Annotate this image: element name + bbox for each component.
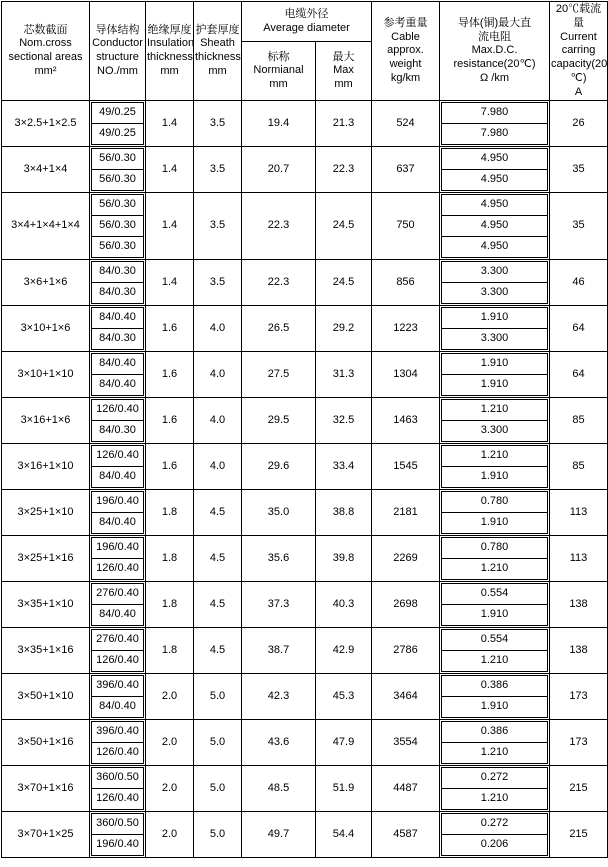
cell-conductor-value: 196/0.40 <box>92 835 144 856</box>
cell-conductor-value: 396/0.40 <box>92 676 144 697</box>
table-row <box>2 812 608 858</box>
cell-spec: 3×50+1×16 <box>2 720 90 766</box>
cell-insulation: 1.8 <box>146 628 194 674</box>
table-row <box>2 398 608 444</box>
cell-max-diameter: 31.3 <box>316 352 372 398</box>
header-line: weight <box>389 58 422 70</box>
header-line: 标称 <box>267 50 290 63</box>
table-body <box>2 101 608 858</box>
cell-current-capacity: 35 <box>550 193 608 260</box>
cell-resistance <box>440 101 550 147</box>
cell-current-capacity: 113 <box>550 536 608 582</box>
cell-conductor-value: 49/0.25 <box>92 103 144 124</box>
header-cell-conductor <box>90 2 146 101</box>
cell-conductor-value: 56/0.30 <box>92 237 144 258</box>
cell-resistance-value: 0.554 <box>442 584 548 605</box>
header-cell-resistance <box>440 2 550 101</box>
cell-resistance <box>440 398 550 444</box>
cell-nominal-diameter: 35.6 <box>242 536 316 582</box>
cell-conductor-value: 126/0.40 <box>92 400 144 421</box>
cell-weight: 1304 <box>372 352 440 398</box>
cell-max-diameter: 32.5 <box>316 398 372 444</box>
cell-conductor-value: 360/0.50 <box>92 814 144 835</box>
cell-conductor <box>90 490 146 536</box>
cell-insulation: 2.0 <box>146 674 194 720</box>
cell-resistance <box>440 260 550 306</box>
cell-conductor-value: 126/0.40 <box>92 559 144 580</box>
cell-weight: 2786 <box>372 628 440 674</box>
header-line: Insulation <box>147 37 195 50</box>
cell-nominal-diameter: 22.3 <box>242 193 316 260</box>
cell-max-diameter: 21.3 <box>316 101 372 147</box>
header-row-group <box>2 2 608 42</box>
cell-resistance <box>440 490 550 536</box>
cell-sheath: 3.5 <box>194 101 242 147</box>
cell-spec: 3×25+1×10 <box>2 490 90 536</box>
cell-nominal-diameter: 42.3 <box>242 674 316 720</box>
cell-weight: 3554 <box>372 720 440 766</box>
cell-weight: 1545 <box>372 444 440 490</box>
cell-conductor-value: 126/0.40 <box>92 446 144 467</box>
cell-insulation: 1.8 <box>146 490 194 536</box>
cell-resistance-value: 7.980 <box>442 103 548 124</box>
cell-nominal-diameter: 49.7 <box>242 812 316 858</box>
cell-insulation: 2.0 <box>146 812 194 858</box>
header-line: thickness <box>147 51 193 64</box>
cell-sheath: 4.5 <box>194 628 242 674</box>
cell-nominal-diameter: 27.5 <box>242 352 316 398</box>
cell-resistance <box>440 147 550 193</box>
cell-resistance <box>440 674 550 720</box>
cell-spec: 3×70+1×16 <box>2 766 90 812</box>
cell-current-capacity: 85 <box>550 398 608 444</box>
cell-resistance-value: 1.910 <box>442 513 548 534</box>
cell-conductor <box>90 536 146 582</box>
cell-conductor <box>90 766 146 812</box>
header-cell-current-capacity <box>550 2 608 101</box>
header-line: 绝缘厚度 <box>147 23 192 36</box>
table-row <box>2 260 608 306</box>
header-cell-spec <box>2 2 90 101</box>
header-cell-nominal-diameter <box>242 42 316 101</box>
cell-nominal-diameter: 43.6 <box>242 720 316 766</box>
cell-conductor <box>90 398 146 444</box>
cell-insulation: 1.4 <box>146 101 194 147</box>
cell-current-capacity: 64 <box>550 352 608 398</box>
cell-current-capacity: 113 <box>550 490 608 536</box>
cell-spec: 3×6+1×6 <box>2 260 90 306</box>
cell-weight: 524 <box>372 101 440 147</box>
cell-conductor-value: 56/0.30 <box>92 216 144 237</box>
cell-resistance-value: 4.950 <box>442 216 548 237</box>
cell-resistance-value: 3.300 <box>442 421 548 442</box>
cell-resistance-value: 3.300 <box>442 262 548 283</box>
cell-weight: 856 <box>372 260 440 306</box>
cell-insulation: 1.6 <box>146 352 194 398</box>
cell-resistance-value: 0.554 <box>442 630 548 651</box>
cell-resistance-value: 1.210 <box>442 446 548 467</box>
cell-conductor-value: 84/0.40 <box>92 354 144 375</box>
cell-weight: 2269 <box>372 536 440 582</box>
cell-conductor-value: 84/0.30 <box>92 283 144 304</box>
cell-sheath: 4.5 <box>194 582 242 628</box>
cell-resistance <box>440 193 550 260</box>
cell-spec: 3×10+1×10 <box>2 352 90 398</box>
cell-conductor <box>90 352 146 398</box>
table-row <box>2 193 608 260</box>
cell-conductor-value: 396/0.40 <box>92 722 144 743</box>
cell-conductor-value: 196/0.40 <box>92 492 144 513</box>
cell-resistance-value: 4.950 <box>442 195 548 216</box>
table-header <box>2 2 608 101</box>
cell-sheath: 5.0 <box>194 812 242 858</box>
cell-nominal-diameter: 38.7 <box>242 628 316 674</box>
cable-specification-table <box>1 1 608 858</box>
cell-resistance <box>440 812 550 858</box>
cell-conductor-value: 56/0.30 <box>92 170 144 191</box>
cell-resistance-value: 1.910 <box>442 697 548 718</box>
cell-spec: 3×4+1×4 <box>2 147 90 193</box>
cell-insulation: 1.8 <box>146 536 194 582</box>
header-line: 导体(铜)最大直 <box>457 16 532 29</box>
cell-conductor-value: 84/0.40 <box>92 375 144 396</box>
cell-spec: 3×50+1×10 <box>2 674 90 720</box>
header-cell-max-diameter <box>316 42 372 101</box>
cell-resistance-value: 0.780 <box>442 538 548 559</box>
cell-current-capacity: 138 <box>550 582 608 628</box>
cell-current-capacity: 215 <box>550 766 608 812</box>
table-row <box>2 306 608 352</box>
cell-sheath: 3.5 <box>194 260 242 306</box>
cell-sheath: 4.0 <box>194 398 242 444</box>
cell-current-capacity: 173 <box>550 674 608 720</box>
cell-max-diameter: 47.9 <box>316 720 372 766</box>
cell-insulation: 1.6 <box>146 306 194 352</box>
cell-spec: 3×70+1×25 <box>2 812 90 858</box>
cell-nominal-diameter: 48.5 <box>242 766 316 812</box>
cell-weight: 637 <box>372 147 440 193</box>
header-line: mm² <box>34 64 57 77</box>
header-line: Average diameter <box>263 21 350 34</box>
cell-resistance-value: 7.980 <box>442 124 548 145</box>
header-line: carring <box>561 44 596 57</box>
cell-conductor-value: 126/0.40 <box>92 651 144 672</box>
cell-max-diameter: 51.9 <box>316 766 372 812</box>
cell-sheath: 4.5 <box>194 490 242 536</box>
header-line: mm <box>269 78 288 91</box>
header-line: mm <box>208 64 227 77</box>
cell-weight: 1223 <box>372 306 440 352</box>
header-line: capacity(20 <box>551 58 608 70</box>
cell-weight: 750 <box>372 193 440 260</box>
header-line: Conductor <box>92 37 143 50</box>
cell-resistance <box>440 444 550 490</box>
cell-insulation: 1.8 <box>146 582 194 628</box>
cell-resistance-value: 1.910 <box>442 354 548 375</box>
cell-resistance-value: 0.386 <box>442 722 548 743</box>
cell-conductor-value: 84/0.40 <box>92 513 144 534</box>
cell-weight: 4587 <box>372 812 440 858</box>
cell-max-diameter: 24.5 <box>316 260 372 306</box>
cell-sheath: 3.5 <box>194 193 242 260</box>
cell-conductor-value: 84/0.30 <box>92 329 144 350</box>
cell-nominal-diameter: 37.3 <box>242 582 316 628</box>
cell-current-capacity: 85 <box>550 444 608 490</box>
header-cell-weight <box>372 2 440 101</box>
cell-nominal-diameter: 26.5 <box>242 306 316 352</box>
cell-resistance <box>440 536 550 582</box>
header-line: thickness <box>195 51 241 64</box>
header-line: A <box>574 85 583 98</box>
cell-max-diameter: 42.9 <box>316 628 372 674</box>
cell-sheath: 4.0 <box>194 352 242 398</box>
cell-sheath: 3.5 <box>194 147 242 193</box>
cell-conductor <box>90 812 146 858</box>
cell-conductor <box>90 582 146 628</box>
cell-resistance <box>440 306 550 352</box>
cell-conductor-value: 276/0.40 <box>92 630 144 651</box>
cell-resistance <box>440 720 550 766</box>
cell-nominal-diameter: 35.0 <box>242 490 316 536</box>
cell-conductor-value: 56/0.30 <box>92 149 144 170</box>
header-line: Max.D.C. <box>471 44 518 57</box>
cell-current-capacity: 64 <box>550 306 608 352</box>
cell-max-diameter: 54.4 <box>316 812 372 858</box>
header-line: 量 <box>573 16 584 29</box>
cell-conductor-value: 56/0.30 <box>92 195 144 216</box>
header-line: 参考重量 <box>383 16 428 29</box>
cell-resistance-value: 0.206 <box>442 835 548 856</box>
cell-sheath: 4.0 <box>194 444 242 490</box>
cell-resistance-value: 3.300 <box>442 329 548 350</box>
header-line: Ω /km <box>480 71 509 84</box>
cell-resistance-value: 0.272 <box>442 768 548 789</box>
cell-max-diameter: 24.5 <box>316 193 372 260</box>
header-line: 护套厚度 <box>195 23 240 36</box>
header-line: 导体结构 <box>95 23 140 36</box>
cell-conductor <box>90 147 146 193</box>
header-line: mm <box>334 78 353 91</box>
table-row <box>2 101 608 147</box>
cell-current-capacity: 35 <box>550 147 608 193</box>
header-cell-insulation <box>146 2 194 101</box>
cell-sheath: 4.0 <box>194 306 242 352</box>
header-line: kg/km <box>390 71 421 84</box>
header-line: Sheath <box>200 37 235 50</box>
cell-resistance-value: 1.210 <box>442 559 548 580</box>
cell-sheath: 4.5 <box>194 536 242 582</box>
cell-resistance-value: 1.910 <box>442 605 548 626</box>
cell-nominal-diameter: 29.5 <box>242 398 316 444</box>
cell-conductor <box>90 260 146 306</box>
header-line: 流电阻 <box>478 30 511 43</box>
cell-weight: 2181 <box>372 490 440 536</box>
header-cell-sheath <box>194 2 242 101</box>
header-line: resistance(20℃) <box>453 58 536 70</box>
header-line: 电缆外径 <box>284 7 329 20</box>
cell-nominal-diameter: 20.7 <box>242 147 316 193</box>
header-line: ℃) <box>570 71 587 84</box>
header-line: Normianal <box>253 64 304 77</box>
header-line: 最大 <box>332 50 355 63</box>
cell-conductor-value: 84/0.40 <box>92 308 144 329</box>
header-cell-outer-diameter-group <box>242 2 372 42</box>
cell-resistance <box>440 628 550 674</box>
cell-resistance-value: 1.910 <box>442 308 548 329</box>
table-row <box>2 147 608 193</box>
cell-insulation: 1.4 <box>146 147 194 193</box>
cell-conductor-value: 126/0.40 <box>92 789 144 810</box>
cell-sheath: 5.0 <box>194 766 242 812</box>
cell-resistance-value: 1.210 <box>442 789 548 810</box>
table-row <box>2 444 608 490</box>
cell-resistance <box>440 352 550 398</box>
cell-nominal-diameter: 29.6 <box>242 444 316 490</box>
header-line: Nom.cross <box>19 37 72 50</box>
header-line: sectional areas <box>8 51 83 64</box>
header-line: 20℃载流 <box>555 3 602 15</box>
cell-max-diameter: 29.2 <box>316 306 372 352</box>
cell-conductor-value: 49/0.25 <box>92 124 144 145</box>
cell-conductor <box>90 306 146 352</box>
cell-resistance-value: 1.910 <box>442 375 548 396</box>
cell-max-diameter: 39.8 <box>316 536 372 582</box>
cell-spec: 3×25+1×16 <box>2 536 90 582</box>
cell-spec: 3×16+1×10 <box>2 444 90 490</box>
cell-resistance-value: 0.272 <box>442 814 548 835</box>
header-line: Max <box>333 64 354 77</box>
table-row <box>2 536 608 582</box>
cell-resistance-value: 4.950 <box>442 149 548 170</box>
cell-spec: 3×35+1×10 <box>2 582 90 628</box>
cell-nominal-diameter: 22.3 <box>242 260 316 306</box>
cell-weight: 1463 <box>372 398 440 444</box>
cell-conductor <box>90 101 146 147</box>
cell-resistance-value: 1.210 <box>442 743 548 764</box>
cell-insulation: 1.6 <box>146 444 194 490</box>
cell-max-diameter: 40.3 <box>316 582 372 628</box>
cell-insulation: 2.0 <box>146 720 194 766</box>
cell-conductor <box>90 720 146 766</box>
cell-resistance-value: 0.386 <box>442 676 548 697</box>
cell-insulation: 2.0 <box>146 766 194 812</box>
cell-conductor-value: 84/0.30 <box>92 421 144 442</box>
cell-insulation: 1.6 <box>146 398 194 444</box>
cell-current-capacity: 173 <box>550 720 608 766</box>
cell-sheath: 5.0 <box>194 720 242 766</box>
table-row <box>2 628 608 674</box>
cell-conductor-value: 196/0.40 <box>92 538 144 559</box>
header-line: Current <box>560 30 597 43</box>
cell-resistance <box>440 582 550 628</box>
cell-weight: 2698 <box>372 582 440 628</box>
cell-resistance-value: 1.910 <box>442 467 548 488</box>
header-line: NO./mm <box>97 64 138 77</box>
cell-max-diameter: 22.3 <box>316 147 372 193</box>
cell-conductor-value: 84/0.40 <box>92 467 144 488</box>
cell-conductor-value: 84/0.40 <box>92 697 144 718</box>
cell-conductor <box>90 444 146 490</box>
cell-conductor <box>90 628 146 674</box>
cell-resistance <box>440 766 550 812</box>
cell-spec: 3×16+1×6 <box>2 398 90 444</box>
cell-resistance-value: 0.780 <box>442 492 548 513</box>
table-row <box>2 674 608 720</box>
header-line: structure <box>96 51 139 64</box>
cell-insulation: 1.4 <box>146 193 194 260</box>
cell-resistance-value: 4.950 <box>442 237 548 258</box>
cell-weight: 3464 <box>372 674 440 720</box>
cell-spec: 3×35+1×16 <box>2 628 90 674</box>
table-row <box>2 490 608 536</box>
cell-spec: 3×10+1×6 <box>2 306 90 352</box>
cell-resistance-value: 1.210 <box>442 400 548 421</box>
cell-max-diameter: 45.3 <box>316 674 372 720</box>
cell-current-capacity: 26 <box>550 101 608 147</box>
table-row <box>2 352 608 398</box>
cell-sheath: 5.0 <box>194 674 242 720</box>
cell-max-diameter: 33.4 <box>316 444 372 490</box>
cell-current-capacity: 138 <box>550 628 608 674</box>
cell-resistance-value: 4.950 <box>442 170 548 191</box>
header-line: Cable approx. <box>387 30 424 57</box>
cell-nominal-diameter: 19.4 <box>242 101 316 147</box>
cell-conductor-value: 276/0.40 <box>92 584 144 605</box>
cell-insulation: 1.4 <box>146 260 194 306</box>
cell-max-diameter: 38.8 <box>316 490 372 536</box>
table-row <box>2 582 608 628</box>
cell-resistance-value: 3.300 <box>442 283 548 304</box>
cell-current-capacity: 215 <box>550 812 608 858</box>
cell-conductor-value: 360/0.50 <box>92 768 144 789</box>
cell-spec: 3×4+1×4+1×4 <box>2 193 90 260</box>
table-row <box>2 766 608 812</box>
header-line: mm <box>160 64 179 77</box>
cell-conductor-value: 126/0.40 <box>92 743 144 764</box>
cell-current-capacity: 46 <box>550 260 608 306</box>
cell-resistance-value: 1.210 <box>442 651 548 672</box>
table-row <box>2 720 608 766</box>
cell-conductor-value: 84/0.40 <box>92 605 144 626</box>
header-line: 芯数截面 <box>23 23 68 36</box>
cell-conductor <box>90 674 146 720</box>
cell-spec: 3×2.5+1×2.5 <box>2 101 90 147</box>
cell-weight: 4487 <box>372 766 440 812</box>
cell-conductor <box>90 193 146 260</box>
cell-conductor-value: 84/0.30 <box>92 262 144 283</box>
